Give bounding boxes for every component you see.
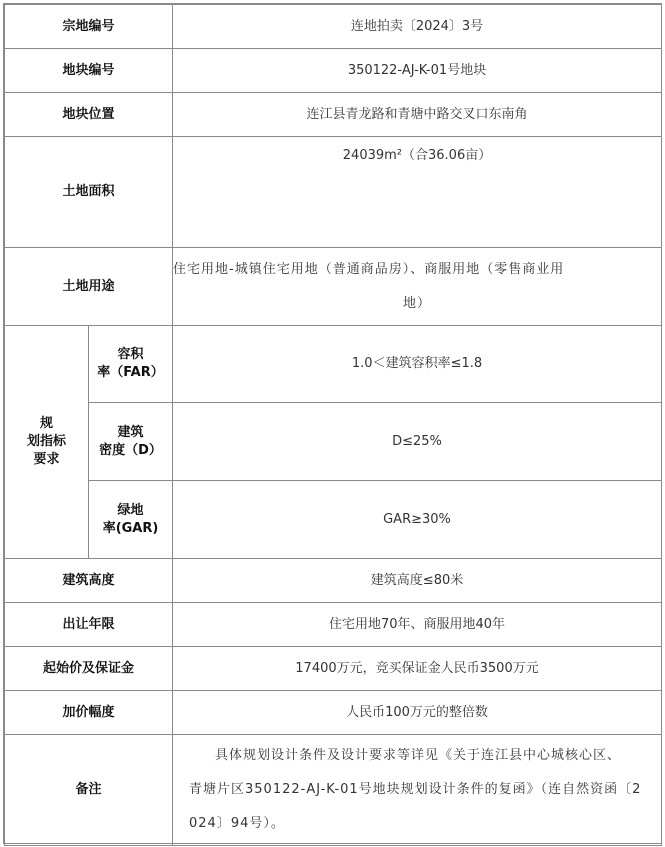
- term-label: 出让年限: [5, 603, 173, 647]
- row-far: [5, 326, 662, 403]
- row-location: [5, 93, 662, 137]
- remark-value: [173, 735, 662, 846]
- row-increment: [5, 691, 662, 735]
- remark-line1: 具体规划设计条件及设计要求等详见《关于连江县中心城核心区、: [215, 748, 622, 763]
- parcel-no-value: 连地拍卖〔2024〕3号: [173, 5, 662, 49]
- area-value: 24039m²（合36.06亩）: [173, 137, 662, 248]
- planning-group-label: [5, 326, 89, 559]
- row-price: [5, 647, 662, 691]
- usage-label: 土地用途: [5, 248, 173, 326]
- parcel-no-label: 宗地编号: [5, 5, 173, 49]
- density-value: D≤25%: [173, 403, 662, 481]
- row-density: [5, 403, 662, 481]
- planning-group-line1: 规: [39, 416, 53, 431]
- height-value: 建筑高度≤80米: [173, 559, 662, 603]
- location-label: 地块位置: [5, 93, 173, 137]
- land-info-table: [4, 4, 662, 846]
- area-label: 土地面积: [5, 137, 173, 248]
- increment-value: 人民币100万元的整倍数: [173, 691, 662, 735]
- green-label-line1: 绿地: [117, 502, 144, 518]
- far-label: [89, 326, 173, 403]
- remark-label: 备注: [5, 735, 173, 846]
- row-parcel-no: [5, 5, 662, 49]
- row-green: [5, 481, 662, 559]
- planning-group-line3: 要求: [33, 452, 60, 467]
- row-area: [5, 137, 662, 248]
- far-label-line1: 容积: [117, 347, 144, 362]
- land-info-table-frame: [3, 3, 662, 844]
- density-label: [89, 403, 173, 481]
- row-remark: [5, 735, 662, 846]
- block-no-label: 地块编号: [5, 49, 173, 93]
- increment-label: 加价幅度: [5, 691, 173, 735]
- row-term: [5, 603, 662, 647]
- green-label: [89, 481, 173, 559]
- density-label-line2: 密度（D）: [99, 442, 162, 458]
- usage-value-line2: 地）: [403, 295, 432, 311]
- green-label-line2: 率(GAR): [102, 520, 159, 536]
- density-label-line1: 建筑: [117, 424, 144, 440]
- row-usage: [5, 248, 662, 326]
- row-height: [5, 559, 662, 603]
- price-value: 17400万元，竞买保证金人民币3500万元: [173, 647, 662, 691]
- price-label: 起始价及保证金: [5, 647, 173, 691]
- height-label: 建筑高度: [5, 559, 173, 603]
- usage-value: [173, 248, 662, 326]
- green-value: GAR≥30%: [173, 481, 662, 559]
- usage-value-line1: 住宅用地-城镇住宅用地（普通商品房）、商服用地（零售商业用: [173, 261, 565, 277]
- block-no-value: 350122-AJ-K-01号地块: [173, 49, 662, 93]
- term-value: 住宅用地70年、商服用地40年: [173, 603, 662, 647]
- far-value: 1.0＜建筑容积率≤1.8: [173, 326, 662, 403]
- remark-line3: 024〕94号）。: [189, 816, 285, 831]
- location-value: 连江县青龙路和青塘中路交叉口东南角: [173, 93, 662, 137]
- planning-group-line2: 划指标: [26, 434, 66, 449]
- remark-line2: 青塘片区350122-AJ-K-01号地块规划设计条件的复函》（连自然资函〔2: [189, 782, 642, 797]
- far-label-line2: 率（FAR）: [97, 365, 164, 380]
- row-block-no: [5, 49, 662, 93]
